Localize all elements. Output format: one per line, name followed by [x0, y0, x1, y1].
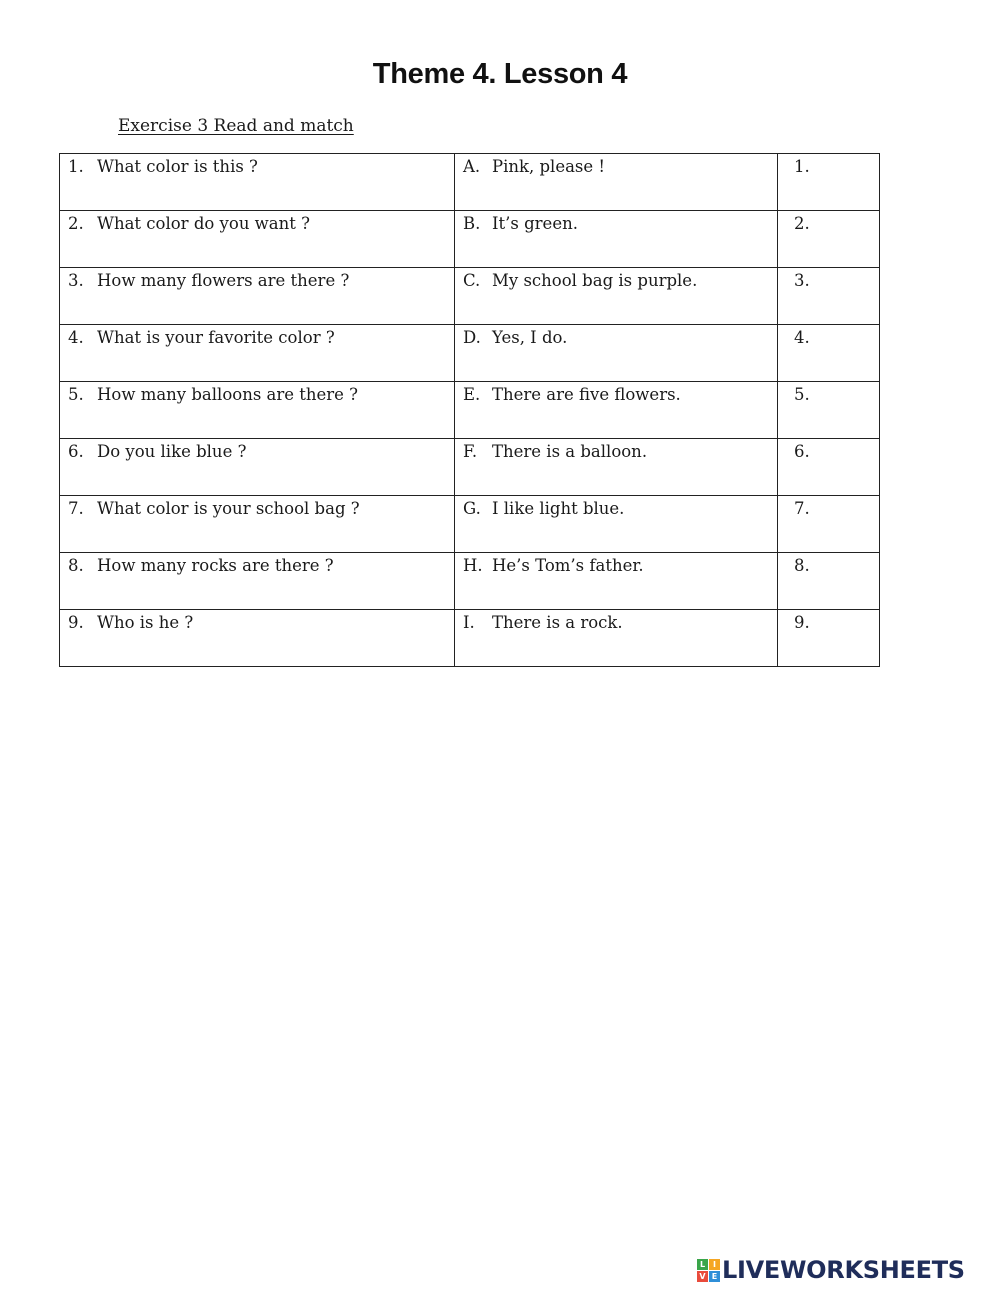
answer-text: There is a rock.: [492, 613, 623, 632]
table-row: [60, 496, 880, 553]
logo-text: LIVEWORKSHEETS: [722, 1256, 965, 1284]
table-row: [60, 610, 880, 667]
question-number: 6.: [68, 442, 84, 461]
answer-option-cell: [455, 154, 778, 211]
answer-input-cell[interactable]: [778, 439, 880, 496]
answer-text: Pink, please !: [492, 157, 606, 176]
question-number: 4.: [68, 328, 84, 347]
answer-slot-number: 7.: [794, 499, 810, 518]
question-text: What color do you want ?: [97, 214, 310, 233]
question-number: 5.: [68, 385, 84, 404]
question-number: 2.: [68, 214, 84, 233]
answer-letter: G.: [463, 499, 481, 518]
answer-option-cell: [455, 496, 778, 553]
question-text: How many rocks are there ?: [97, 556, 334, 575]
answer-text: He’s Tom’s father.: [492, 556, 644, 575]
question-text: How many balloons are there ?: [97, 385, 359, 404]
question-number: 7.: [68, 499, 84, 518]
logo-block: V: [697, 1271, 708, 1282]
answer-slot-number: 1.: [794, 157, 810, 176]
answer-slot-number: 2.: [794, 214, 810, 233]
answer-text: There is a balloon.: [492, 442, 648, 461]
answer-letter: C.: [463, 271, 481, 290]
question-number: 8.: [68, 556, 84, 575]
answer-text: My school bag is purple.: [492, 271, 698, 290]
question-text: Who is he ?: [97, 613, 194, 632]
answer-input-cell[interactable]: [778, 496, 880, 553]
answer-text: Yes, I do.: [492, 328, 568, 347]
answer-option-cell: [455, 211, 778, 268]
answer-text: There are five flowers.: [492, 385, 681, 404]
question-text: What color is this ?: [97, 157, 258, 176]
logo-block: L: [697, 1259, 708, 1270]
exercise-title: Exercise 3 Read and match: [118, 116, 354, 136]
table-row: [60, 382, 880, 439]
question-cell: [60, 382, 455, 439]
question-number: 1.: [68, 157, 84, 176]
question-text: What is your favorite color ?: [97, 328, 335, 347]
answer-option-cell: [455, 439, 778, 496]
question-number: 9.: [68, 613, 84, 632]
liveworksheets-logo: [697, 1256, 965, 1284]
table-row: [60, 211, 880, 268]
question-cell: [60, 439, 455, 496]
table-row: [60, 268, 880, 325]
answer-option-cell: [455, 325, 778, 382]
question-text: How many flowers are there ?: [97, 271, 350, 290]
answer-input-cell[interactable]: [778, 268, 880, 325]
answer-letter: F.: [463, 442, 478, 461]
answer-input-cell[interactable]: [778, 325, 880, 382]
question-cell: [60, 211, 455, 268]
answer-letter: A.: [463, 157, 481, 176]
logo-block: I: [709, 1259, 720, 1270]
answer-option-cell: [455, 382, 778, 439]
answer-option-cell: [455, 268, 778, 325]
answer-text: It’s green.: [492, 214, 578, 233]
table-row: [60, 439, 880, 496]
answer-slot-number: 8.: [794, 556, 810, 575]
logo-block: E: [709, 1271, 720, 1282]
answer-letter: E.: [463, 385, 481, 404]
answer-slot-number: 3.: [794, 271, 810, 290]
answer-letter: I.: [463, 613, 475, 632]
question-cell: [60, 553, 455, 610]
match-table: [59, 153, 880, 667]
question-text: What color is your school bag ?: [97, 499, 360, 518]
table-row: [60, 325, 880, 382]
question-cell: [60, 154, 455, 211]
answer-slot-number: 5.: [794, 385, 810, 404]
answer-input-cell[interactable]: [778, 154, 880, 211]
answer-letter: H.: [463, 556, 483, 575]
question-number: 3.: [68, 271, 84, 290]
table-row: [60, 553, 880, 610]
question-cell: [60, 610, 455, 667]
answer-letter: B.: [463, 214, 481, 233]
answer-option-cell: [455, 553, 778, 610]
question-cell: [60, 268, 455, 325]
logo-blocks-icon: [697, 1259, 720, 1282]
table-row: [60, 154, 880, 211]
answer-option-cell: [455, 610, 778, 667]
answer-text: I like light blue.: [492, 499, 625, 518]
answer-slot-number: 6.: [794, 442, 810, 461]
question-text: Do you like blue ?: [97, 442, 247, 461]
answer-slot-number: 4.: [794, 328, 810, 347]
answer-letter: D.: [463, 328, 481, 347]
match-table-body: [60, 154, 880, 667]
answer-input-cell[interactable]: [778, 382, 880, 439]
answer-slot-number: 9.: [794, 613, 810, 632]
page-title: Theme 4. Lesson 4: [372, 58, 628, 90]
answer-input-cell[interactable]: [778, 610, 880, 667]
answer-input-cell[interactable]: [778, 553, 880, 610]
question-cell: [60, 325, 455, 382]
question-cell: [60, 496, 455, 553]
answer-input-cell[interactable]: [778, 211, 880, 268]
